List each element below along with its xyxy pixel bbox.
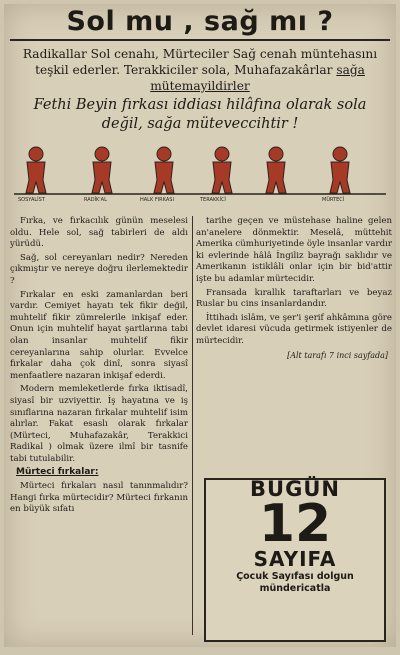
column-divider	[192, 216, 193, 635]
promo-box	[204, 478, 386, 642]
figure-head	[333, 147, 347, 161]
caption-1: RADİK'AL	[84, 197, 107, 202]
caption-0: SOSYALİST	[18, 197, 45, 202]
newspaper-page	[4, 4, 396, 647]
deck-line1-text: Radikallar Sol cenahı, Mürteciler Sağ cenah müntehasını teşkil ederler. Terakkiciler sola, Muhafazakârlar	[22, 47, 378, 77]
left-column	[10, 216, 188, 518]
left-paragraph-1: Fırka, ve fırkacılık günün meselesi oldu. Hele sol, sağ tabirleri de aldı yürüdü.	[10, 216, 188, 250]
figure-head	[157, 147, 171, 161]
left-paragraph-3: Fırkalar en eski zamanlardan beri vardır. Cemiyet hayatı tek fikir değil, muhtelif fikir zümrelerile inkişaf eder. Onun için muhtelif hayat şartlarına tabi olan insanlar muhtelif fikir cereyanlarına sahip olurlar. Evvelce fırkalar daha çok dinî, sonra siyasî menfaatlere nazaran inkişaf ederdi.	[10, 289, 188, 381]
cartoon-figure	[266, 147, 286, 193]
article-body	[10, 216, 390, 643]
cartoon-strip	[14, 138, 386, 202]
figure-head	[95, 147, 109, 161]
caption-5: MÜRTECİ	[322, 197, 345, 202]
cartoon-figure	[212, 147, 232, 193]
promo-today: BUGÜN	[250, 477, 340, 501]
right-column	[196, 216, 392, 595]
cartoon-figure	[26, 147, 46, 193]
continued-note: [Alt tarafı 7 inci sayfada]	[287, 350, 388, 360]
figure-body	[154, 162, 174, 193]
figure-body	[212, 162, 232, 193]
headline: Sol mu , sağ mı ?	[66, 6, 334, 37]
headline-rule	[10, 39, 390, 41]
figure-body	[26, 162, 46, 193]
left-paragraph-5: Mürteci fırkaları nasıl tanınmalıdır? Hangi fırka mürtecidir? Mürteci fırkanın en büyük sıfatı	[10, 481, 188, 515]
figure-head	[215, 147, 229, 161]
cartoon-figure	[92, 147, 112, 193]
promo-pages-word: SAYIFA	[253, 546, 337, 571]
left-paragraph-2: Sağ, sol cereyanları nedir? Nereden çıkmıştır ve nereye doğru ilerlemektedir ?	[10, 252, 188, 286]
figure-head	[269, 147, 283, 161]
figure-body	[92, 162, 112, 193]
promo-note: Çocuk Sayıfası dolgun mündericatla	[236, 571, 354, 595]
figure-head	[29, 147, 43, 161]
figure-body	[266, 162, 286, 193]
promo-pages-number: 12	[258, 493, 332, 554]
caption-3: TERAKKİCİ	[200, 197, 226, 202]
deck-line1-underlined: sağa mütemayildirler	[150, 63, 365, 93]
right-paragraph-1: tarihe geçen ve müstehase haline gelen an'anelere dönmektir. Meselâ, müttehit Amerika cümhuriyetinde öyle insanlar vardır ki evlerinde hâlâ İngiliz bayrağı saklıdır ve Amerikanın istiklâli onlar için bir bid'attir işte bu adamlar mürtecidir.	[196, 216, 392, 284]
left-paragraph-4: Modern memleketlerde fırka iktisadî, siyasî bir uzviyettir. İş hayatına ve iş sınıflarına nazaran fırkalar muhtelif isim alırlar. Fakat esaslı olarak fırkalar (Mürteci, Muhafazakâr, Terakkici Radikal ) olmak üzere ilmî bir tasnife tabi tutulabilir.	[10, 384, 188, 464]
deck-line1	[4, 42, 396, 94]
subhead-murteci: Mürteci fırkalar:	[16, 467, 99, 478]
cartoon-figures	[14, 138, 386, 202]
right-paragraph-3: İttihadı islâm, ve şer'i şerif ahkâmına göre devlet idaresi vücuda getirmek istiyenler de mürtecidir.	[196, 312, 392, 346]
figure-body	[330, 162, 350, 193]
caption-2: HALK FIRKASI	[140, 197, 174, 202]
cartoon-figure	[154, 147, 174, 193]
cartoon-figure	[330, 147, 350, 193]
deck-line2: Fethi Beyin fırkası iddiası hilâfına olarak sola değil, sağa müteveccihtir !	[33, 97, 367, 132]
right-paragraph-2: Fransada kırallık taraftarları ve beyaz Ruslar bu cins insanlardandır.	[196, 287, 392, 310]
